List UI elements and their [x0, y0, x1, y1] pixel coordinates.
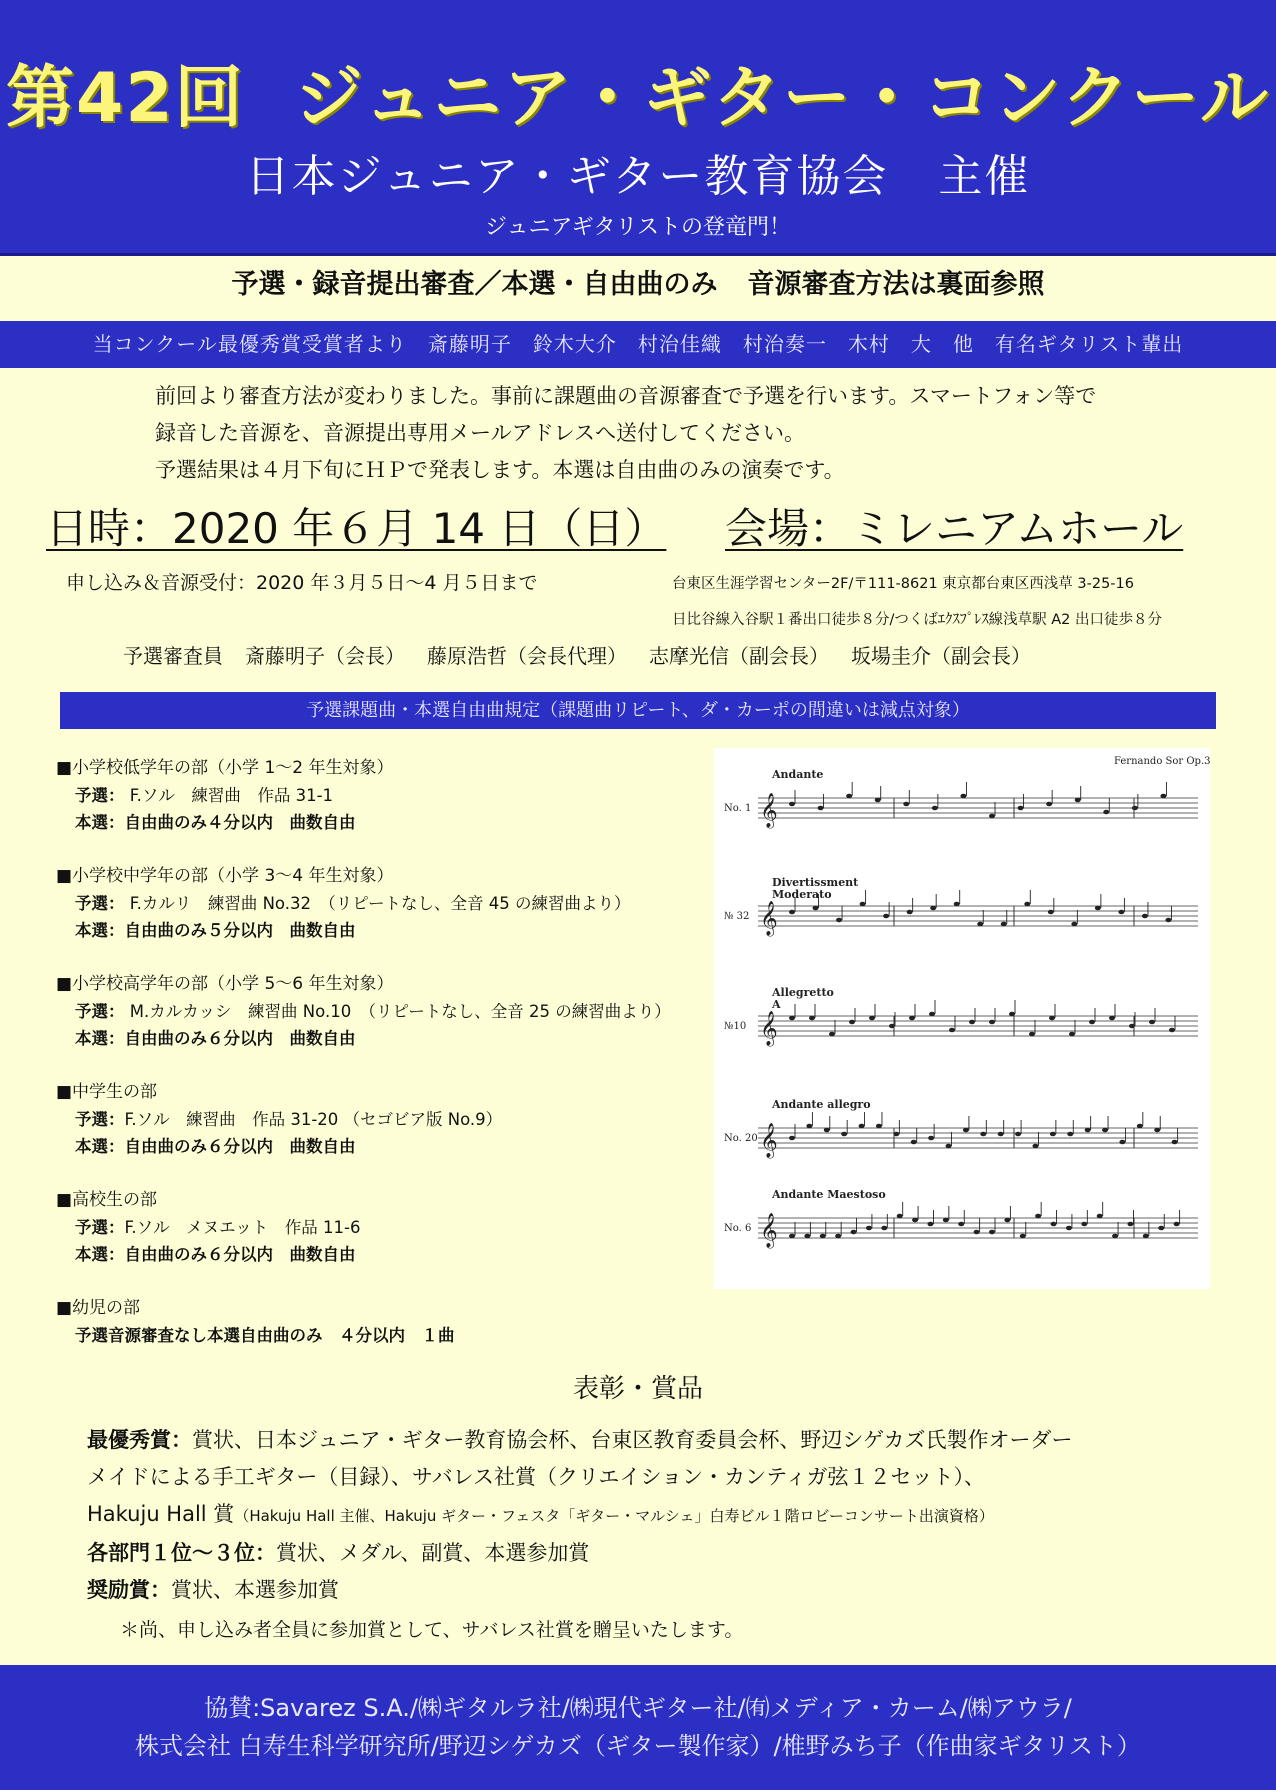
treble-clef-icon: 𝄞 [760, 1011, 778, 1046]
participation-note: ＊尚、申し込み者全員に参加賞として、サバレス社賞を贈呈いたします。 [120, 1619, 744, 1641]
note-head [1032, 1144, 1038, 1149]
note-head [911, 1140, 917, 1145]
prelim-label: 予選： [75, 894, 125, 913]
tagline: ジュニアギタリストの登竜門！ [484, 215, 792, 240]
note-head [866, 1226, 872, 1231]
judges-label: 予選審査員 [123, 644, 223, 668]
final-label: 本選： [75, 1029, 125, 1048]
prelim-text: F.カルリ 練習曲 No.32 （リピートなし、全音 45 の練習曲より） [124, 894, 631, 913]
category-list [56, 755, 716, 1403]
note-head [1112, 1234, 1118, 1239]
contest-title [0, 44, 1276, 141]
note-head [789, 1136, 795, 1141]
note-head [1142, 914, 1148, 919]
sponsors-line: 協賛:Savarez S.A./㈱ギタルラ社/㈱現代ギター社/㈲メディア・カーム/㈱アウラ/ [204, 1694, 1072, 1722]
note-head [820, 1234, 826, 1239]
note-head [1102, 1128, 1108, 1133]
final-rule [56, 1241, 716, 1268]
note-head [1067, 1132, 1073, 1137]
note-head [1015, 1132, 1021, 1137]
note-head [859, 1124, 865, 1129]
place-prize-detail: 賞状、メダル、副賞、本選参加賞 [276, 1541, 590, 1565]
prelim-label: 予選： [75, 1218, 125, 1237]
staff-excerpt [724, 1188, 1198, 1249]
note-head [1143, 1234, 1149, 1239]
judge-member: 坂場圭介（副会長） [851, 644, 1031, 668]
note-head [1089, 1020, 1095, 1025]
prelim-label: 予選： [75, 1002, 125, 1021]
sponsors-line: 株式会社 白寿生科学研究所/野辺シゲカズ（ギター製作家）/椎野みち子（作曲家ギタリスト） [135, 1732, 1141, 1760]
note-head [813, 906, 819, 911]
note-head [912, 1218, 918, 1223]
treble-clef-icon: 𝄞 [760, 1213, 778, 1248]
organizer-name: 日本ジュニア・ギター教育協会 [245, 151, 889, 202]
prelim-piece [56, 782, 716, 809]
note-head [1020, 1234, 1026, 1239]
note-head [1158, 1226, 1164, 1231]
note-head [1169, 1028, 1175, 1033]
judge-member: 志摩光信（副会長） [649, 644, 829, 668]
final-text: 自由曲のみ５分以内 曲数自由 [124, 921, 356, 940]
category-item [56, 1079, 716, 1187]
note-head [1095, 906, 1101, 911]
category-item [56, 1187, 716, 1295]
note-head [974, 1230, 980, 1235]
note-head [804, 1234, 810, 1239]
final-text: 自由曲のみ６分以内 曲数自由 [124, 1245, 356, 1264]
staff-excerpt [724, 876, 1198, 937]
note-head [1160, 794, 1166, 799]
intro-line: 前回より審査方法が変わりました。事前に課題曲の音源審査で予選を行います。スマートフォン等で [155, 384, 1097, 408]
note-head [969, 1020, 975, 1025]
note-head [789, 910, 795, 915]
top-prize-line-2: メイドによる手工ギター（目録）、サバレス社賞（クリエイション・カンティガ弦１２セット）、 [87, 1465, 985, 1489]
note-head [883, 914, 889, 919]
prelim-text: F.ソル 練習曲 作品 31-20 （セゴビア版 No.9） [124, 1110, 503, 1129]
note-head [989, 814, 995, 819]
organizer-suffix: 主催 [938, 151, 1031, 202]
note-head [927, 1222, 933, 1227]
note-head [989, 1230, 995, 1235]
staff-tempo: Andante allegro [772, 1098, 871, 1111]
treble-clef-icon: 𝄞 [760, 1123, 778, 1158]
intro-line: 録音した音源を、音源提出専用メールアドレスへ送付してください。 [155, 421, 805, 445]
category-title: ■小学校高学年の部（小学 5～6 年生対象） [56, 974, 394, 994]
category-item [56, 971, 716, 1079]
staff-excerpt [724, 1098, 1198, 1159]
note-head [1029, 1032, 1035, 1037]
sponsors-footer [0, 1665, 1276, 1790]
top-prize-text: 賞状、日本ジュニア・ギター教育協会杯、台東区教育委員会杯、野辺シゲカズ氏製作オーダー [192, 1428, 1073, 1452]
judges-line [123, 640, 1031, 669]
note-head [1071, 922, 1077, 927]
note-head [1154, 1128, 1160, 1133]
prelim-text: F.ソル 練習曲 作品 31-1 [124, 786, 334, 805]
note-head [1009, 1012, 1015, 1017]
note-head [1004, 1218, 1010, 1223]
note-head [932, 806, 938, 811]
note-head [1035, 1214, 1041, 1219]
note-head [875, 798, 881, 803]
note-head [1132, 806, 1138, 811]
staff-subtempo: A [772, 998, 781, 1011]
note-head [806, 1124, 812, 1129]
prelim-piece [56, 1106, 716, 1133]
note-head [1119, 1140, 1125, 1145]
note-head [1127, 1222, 1133, 1227]
note-head [809, 1016, 815, 1021]
application-deadline: 申し込み＆音源受付：2020 年３月５日～4 月５日まで [66, 572, 538, 594]
prelim-text: M.カルカッシ 練習曲 No.10 （リピートなし、全音 25 の練習曲より） [124, 1002, 671, 1021]
subhead-left: 予選・録音提出審査／本選・自由曲のみ [231, 269, 718, 300]
final-text: 自由曲のみ６分以内 曲数自由 [124, 1137, 356, 1156]
category-title: ■高校生の部 [56, 1190, 158, 1210]
note-head [928, 1136, 934, 1141]
staff-tempo: Andante [772, 768, 824, 781]
note-head [1149, 1020, 1155, 1025]
note-head [930, 906, 936, 911]
staff-number: № 32 [724, 911, 750, 922]
note-head [907, 910, 913, 915]
final-rule [56, 917, 716, 944]
intro-text [155, 378, 1096, 489]
note-head [1174, 1222, 1180, 1227]
final-text: 自由曲のみ４分以内 曲数自由 [124, 813, 356, 832]
note-head [876, 1124, 882, 1129]
note-head [836, 918, 842, 923]
encouragement-label: 奨励賞： [87, 1578, 171, 1602]
awards-list [87, 1422, 1207, 1609]
final-rule [56, 1133, 716, 1160]
note-head [860, 902, 866, 907]
category-title: ■小学校中学年の部（小学 3～4 年生対象） [56, 866, 394, 886]
note-head [841, 1132, 847, 1137]
title-number: 第42回 [6, 59, 245, 138]
note-head [946, 1144, 952, 1149]
treble-clef-icon: 𝄞 [760, 793, 778, 828]
note-head [1097, 1214, 1103, 1219]
staff-subtempo: Moderato [772, 888, 832, 901]
note-head [849, 1020, 855, 1025]
event-date: 日時：2020 年６月 14 日（日） [46, 504, 667, 553]
category-title: ■小学校低学年の部（小学 1～2 年生対象） [56, 758, 394, 778]
sheet-music-excerpts [714, 748, 1210, 1289]
final-label: 本選： [75, 921, 125, 940]
encouragement-prize-line [87, 1572, 1207, 1609]
note-head [1024, 902, 1030, 907]
prelim-label: 予選： [75, 786, 125, 805]
note-head [881, 1226, 887, 1231]
intro-line: 予選結果は４月下旬にＨＰで発表します。本選は自由曲のみの演奏です。 [155, 458, 845, 482]
note-head [1049, 1016, 1055, 1021]
note-head [1048, 910, 1054, 915]
staff-number: No. 20 [724, 1133, 758, 1144]
note-head [949, 1028, 955, 1033]
note-head [960, 794, 966, 799]
subhead-right: 音源審査方法は裏面参照 [747, 269, 1045, 300]
final-rule [56, 1322, 716, 1349]
note-head [851, 1230, 857, 1235]
note-head [789, 1234, 795, 1239]
final-text: 予選音源審査なし本選自由曲のみ ４分以内 １曲 [75, 1326, 455, 1345]
alumni-bar: 当コンクール最優秀賞受賞者より 斎藤明子 鈴木大介 村治佳織 村治奏一 木村 大 他 有名ギタリスト輩出 [0, 321, 1276, 368]
note-head [818, 806, 824, 811]
prelim-text: F.ソル メヌエット 作品 11-6 [124, 1218, 361, 1237]
top-prize-line [87, 1422, 1207, 1459]
note-head [963, 1128, 969, 1133]
title-name: ジュニア・ギター・コンクール [294, 59, 1270, 138]
staff-number: No. 6 [724, 1223, 752, 1234]
treble-clef-icon: 𝄞 [760, 901, 778, 936]
event-venue: 会場：ミレニアムホール [725, 504, 1184, 553]
note-head [829, 1032, 835, 1037]
staff-tempo: Divertissment [772, 876, 859, 889]
note-head [943, 1218, 949, 1223]
note-head [989, 1020, 995, 1025]
note-head [1075, 798, 1081, 803]
note-head [980, 1132, 986, 1137]
final-rule [56, 1025, 716, 1052]
note-head [1050, 1132, 1056, 1137]
place-prize-label: 各部門１位～３位： [87, 1541, 276, 1565]
note-head [998, 1132, 1004, 1137]
final-label: 本選： [75, 813, 125, 832]
note-head [897, 1214, 903, 1219]
staff-tempo: Andante Maestoso [772, 1188, 886, 1201]
note-head [1069, 1032, 1075, 1037]
final-rule [56, 809, 716, 836]
note-head [1081, 1222, 1087, 1227]
place-prize-line [87, 1535, 1207, 1572]
note-head [909, 1016, 915, 1021]
hakuju-prize-detail: （Hakuju Hall 主催、Hakuju ギター・フェスタ「ギター・マルシェ」白寿ビル１階ロビーコンサート出演資格） [234, 1507, 994, 1525]
final-label: 本選： [75, 1137, 125, 1156]
final-text: 自由曲のみ６分以内 曲数自由 [124, 1029, 356, 1048]
venue-address: 台東区生涯学習センター2F/〒111-8621 東京都台東区西浅草 3-25-16 [672, 576, 1134, 592]
note-head [789, 802, 795, 807]
rules-bar: 予選課題曲・本選自由曲規定（課題曲リピート、ダ・カーポの間違いは減点対象） [60, 692, 1216, 729]
note-head [1103, 810, 1109, 815]
judge-member: 斎藤明子（会長） [245, 644, 405, 668]
note-head [977, 922, 983, 927]
top-prize-label: 最優秀賞： [87, 1428, 192, 1452]
staff-number: №10 [724, 1021, 747, 1032]
staff-tempo: Allegretto [772, 986, 834, 999]
prelim-piece [56, 890, 716, 917]
note-head [869, 1016, 875, 1021]
staff-excerpt [724, 768, 1198, 829]
note-head [903, 802, 909, 807]
hakuju-prize-label: Hakuju Hall 賞 [87, 1502, 235, 1526]
sheet-music-image [714, 748, 1210, 1289]
category-item [56, 863, 716, 971]
note-head [1137, 1124, 1143, 1129]
venue-access: 日比谷線入谷駅１番出口徒歩８分/つくばｴｸｽﾌﾟﾚｽ線浅草駅 A2 出口徒歩８分 [672, 612, 1162, 628]
note-head [1085, 1128, 1091, 1133]
note-head [1165, 918, 1171, 923]
final-label: 本選： [75, 1245, 125, 1264]
hakuju-prize-line [87, 1496, 1207, 1535]
prelim-label: 予選： [75, 1110, 125, 1129]
note-head [824, 1128, 830, 1133]
staff-number: No. 1 [724, 803, 752, 814]
encouragement-detail: 賞状、本選参加賞 [171, 1578, 339, 1602]
header-banner [0, 0, 1276, 256]
note-head [958, 1222, 964, 1227]
prelim-piece [56, 998, 716, 1025]
note-head [954, 902, 960, 907]
organizer [0, 140, 1276, 204]
judge-member: 藤原浩哲（会長代理） [427, 644, 627, 668]
note-head [789, 1016, 795, 1021]
category-title: ■幼児の部 [56, 1298, 141, 1318]
note-head [1051, 1222, 1057, 1227]
prelim-piece [56, 1214, 716, 1241]
sheet-composer: Fernando Sor Op.31 [1114, 756, 1210, 767]
staff-excerpt [724, 986, 1198, 1047]
category-title: ■中学生の部 [56, 1082, 158, 1102]
note-head [1018, 806, 1024, 811]
screening-subhead [0, 262, 1276, 301]
note-head [846, 794, 852, 799]
note-head [1066, 1226, 1072, 1231]
note-head [929, 1012, 935, 1017]
awards-heading: 表彰・賞品 [572, 1374, 703, 1404]
note-head [1109, 1016, 1115, 1021]
category-item [56, 755, 716, 863]
note-head [1172, 1140, 1178, 1145]
note-head [1046, 802, 1052, 807]
note-head [1001, 922, 1007, 927]
note-head [835, 1234, 841, 1239]
note-head [1118, 910, 1124, 915]
